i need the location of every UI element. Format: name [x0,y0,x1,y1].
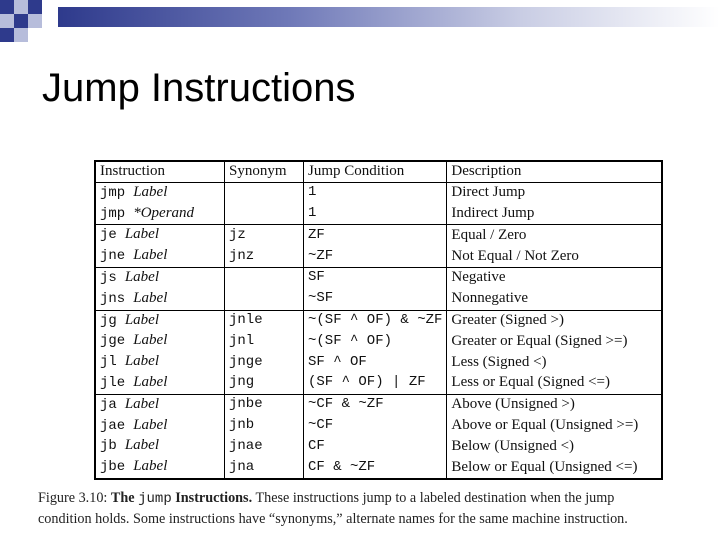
jump-condition-cell: ~ZF [304,246,447,267]
instruction-mnemonic: jae [100,417,126,434]
instruction-mnemonic: je [100,227,117,244]
jump-condition-cell: ~SF [304,289,447,310]
instruction-cell [95,267,225,288]
table-row [95,457,662,479]
caption-code-word: jump [138,491,172,507]
table-header-row [95,161,662,182]
description-cell: Below (Unsigned <) [447,436,663,457]
jump-condition-cell: CF & ~ZF [304,457,447,479]
instruction-mnemonic: jmp [100,205,126,222]
deco-square [0,0,14,14]
jump-condition-cell: ~CF [304,416,447,437]
table-row [95,267,662,288]
table-row [95,246,662,267]
table-row [95,352,662,373]
instruction-cell [95,416,225,437]
jump-instructions-table [94,160,663,480]
description-cell: Above or Equal (Unsigned >=) [447,416,663,437]
caption-figure-label: Figure 3.10: [38,490,108,506]
caption-bold-the: The [110,490,135,506]
instruction-operand: Label [133,458,168,475]
description-cell: Greater (Signed >) [447,310,663,331]
table-row [95,310,662,331]
instruction-operand: Label [133,373,168,390]
table-row [95,416,662,437]
instruction-operand: Label [133,289,168,306]
instruction-mnemonic: js [100,269,117,286]
instruction-cell [95,457,225,479]
jump-condition-cell: ~(SF ^ OF) [304,331,447,352]
description-cell: Negative [447,267,663,288]
header-instruction: Instruction [95,161,225,182]
deco-square [0,14,14,28]
table-row [95,331,662,352]
instruction-operand: Label [133,247,168,264]
synonym-cell: jz [225,225,304,246]
description-cell: Equal / Zero [447,225,663,246]
instruction-mnemonic: jle [100,374,126,391]
synonym-cell: jnl [225,331,304,352]
synonym-cell: jnz [225,246,304,267]
deco-square [28,0,42,14]
header-description: Description [447,161,663,182]
instruction-mnemonic: jb [100,438,117,455]
instruction-mnemonic: jbe [100,459,126,476]
instruction-cell [95,289,225,310]
instruction-mnemonic: jmp [100,184,126,201]
jump-condition-cell: SF ^ OF [304,352,447,373]
caption-line1: These instructions jump to a labeled destination when the jump [255,490,615,506]
jump-condition-cell: 1 [304,204,447,225]
figure-caption [38,488,718,529]
synonym-cell: jng [225,373,304,394]
instruction-operand: Label [124,395,159,412]
synonym-cell [225,204,304,225]
jump-condition-cell: CF [304,436,447,457]
table-row [95,225,662,246]
deco-square [14,0,28,14]
instruction-operand: Label [133,183,168,200]
instruction-mnemonic: jns [100,290,126,307]
synonym-cell: jnb [225,416,304,437]
synonym-cell: jnle [225,310,304,331]
deco-square [14,28,28,42]
instruction-operand: Label [124,311,159,328]
deco-square [28,14,42,28]
deco-square [0,28,14,42]
instruction-mnemonic: ja [100,396,117,413]
jump-condition-cell: (SF ^ OF) | ZF [304,373,447,394]
instruction-mnemonic: jl [100,354,117,371]
synonym-cell: jnge [225,352,304,373]
instruction-cell [95,352,225,373]
header-synonym: Synonym [225,161,304,182]
table-row [95,373,662,394]
jump-condition-cell: ~CF & ~ZF [304,394,447,415]
instruction-operand: Label [133,416,168,433]
instruction-mnemonic: jge [100,333,126,350]
instruction-operand: Label [124,353,159,370]
slide-title: Jump Instructions [42,66,356,110]
deco-square [14,14,28,28]
instruction-cell [95,373,225,394]
jump-condition-cell: SF [304,267,447,288]
table-row [95,394,662,415]
table-row [95,204,662,225]
jump-condition-cell: 1 [304,182,447,203]
table-row [95,289,662,310]
header-jump-condition: Jump Condition [304,161,447,182]
instruction-mnemonic: jne [100,248,126,265]
table-row [95,436,662,457]
instruction-cell [95,310,225,331]
synonym-cell: jna [225,457,304,479]
instruction-cell [95,394,225,415]
instruction-operand: Label [124,226,159,243]
jump-condition-cell: ZF [304,225,447,246]
instruction-cell [95,225,225,246]
instruction-operand: Label [124,437,159,454]
description-cell: Above (Unsigned >) [447,394,663,415]
synonym-cell: jnae [225,436,304,457]
table-body [95,182,662,479]
instruction-cell [95,204,225,225]
caption-bold-instructions: Instructions. [175,490,253,506]
caption-line2: condition holds. Some instructions have “synonyms,” alternate names for the same machine instruction. [38,511,628,527]
instruction-cell [95,331,225,352]
instruction-operand: *Operand [133,204,195,221]
instruction-cell [95,246,225,267]
description-cell: Less (Signed <) [447,352,663,373]
instruction-cell [95,182,225,203]
synonym-cell [225,182,304,203]
description-cell: Nonnegative [447,289,663,310]
description-cell: Greater or Equal (Signed >=) [447,331,663,352]
description-cell: Direct Jump [447,182,663,203]
table-row [95,182,662,203]
instruction-mnemonic: jg [100,312,117,329]
synonym-cell: jnbe [225,394,304,415]
instruction-cell [95,436,225,457]
header-gradient-bar [58,7,720,27]
synonym-cell [225,267,304,288]
description-cell: Less or Equal (Signed <=) [447,373,663,394]
description-cell: Below or Equal (Unsigned <=) [447,457,663,479]
description-cell: Not Equal / Not Zero [447,246,663,267]
description-cell: Indirect Jump [447,204,663,225]
jump-condition-cell: ~(SF ^ OF) & ~ZF [304,310,447,331]
instruction-operand: Label [133,332,168,349]
instruction-operand: Label [124,268,159,285]
synonym-cell [225,289,304,310]
